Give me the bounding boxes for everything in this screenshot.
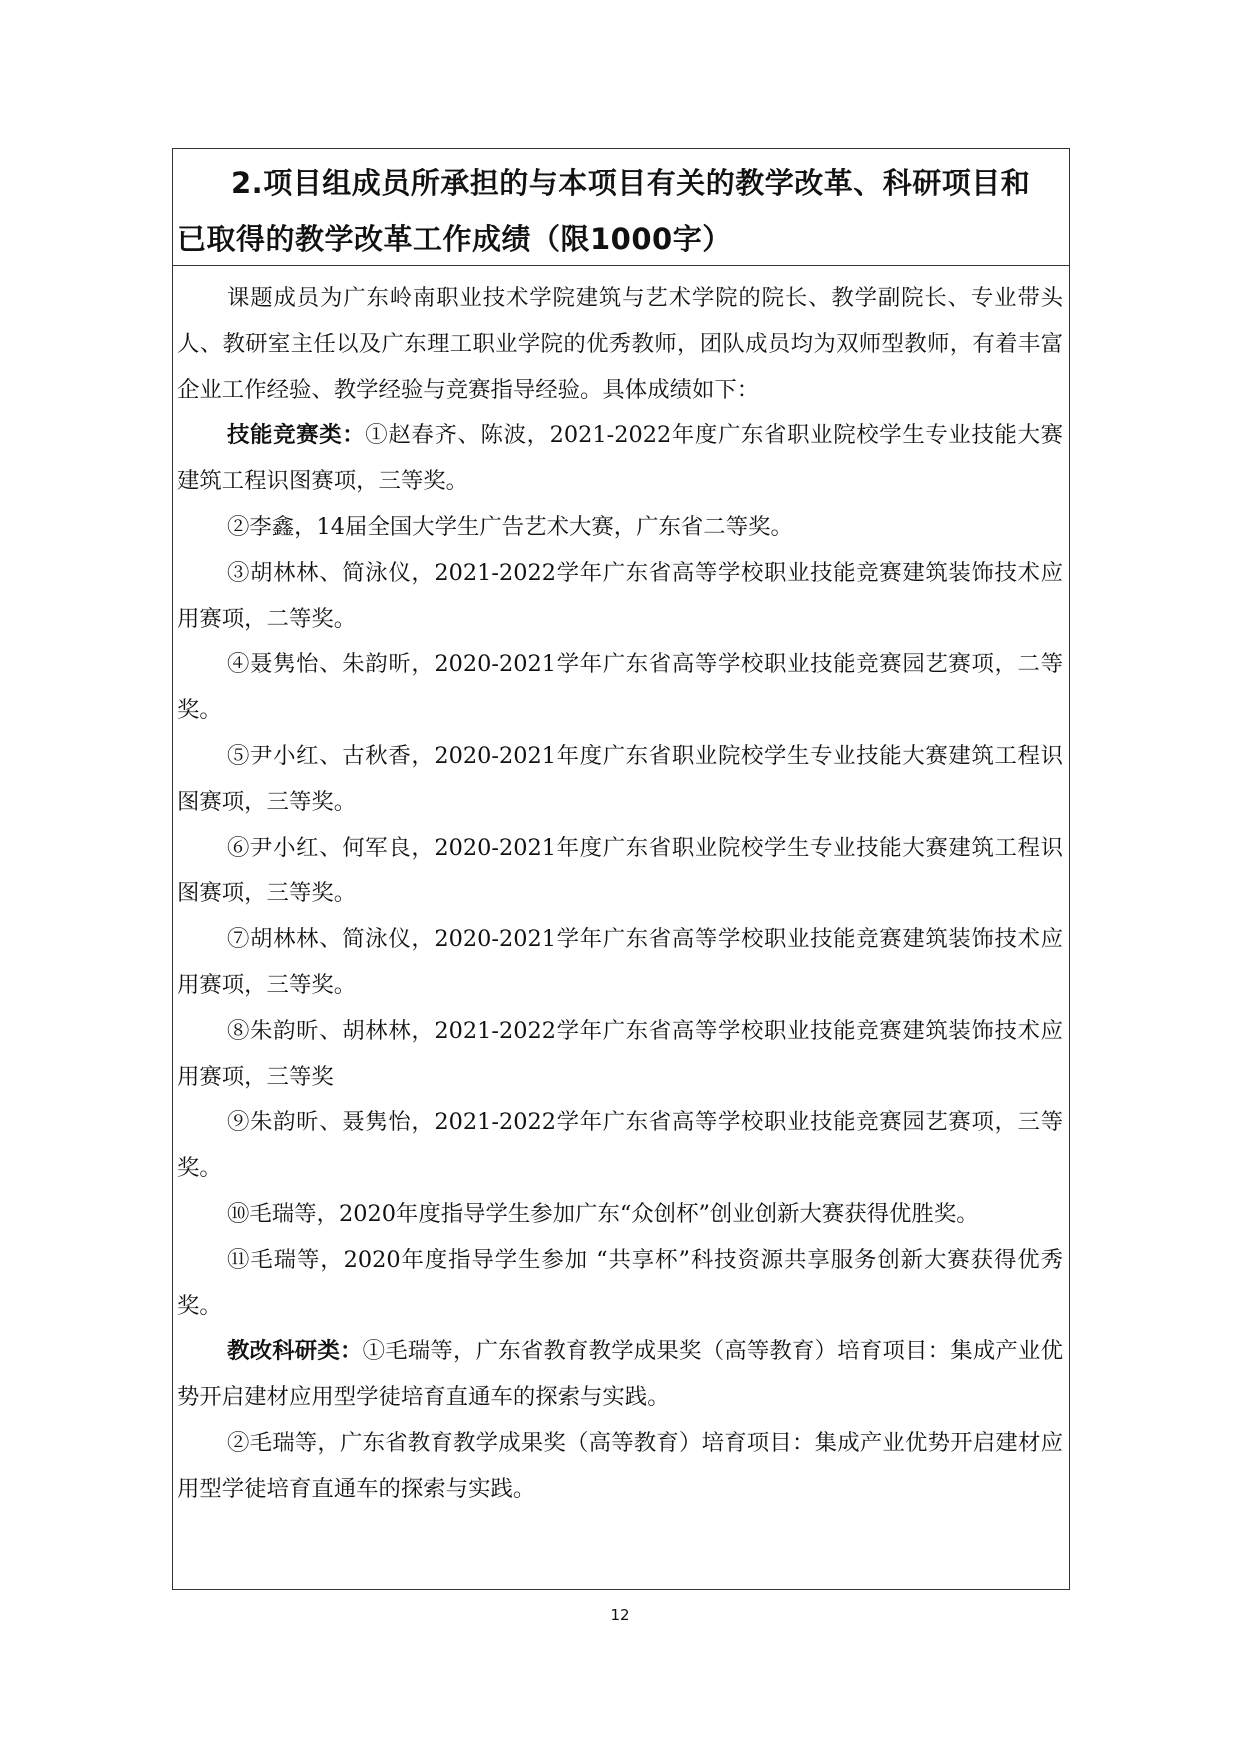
- section-heading: [173, 149, 1069, 266]
- research-item: ②毛瑞等，广东省教育教学成果奖（高等教育）培育项目：集成产业优势开启建材应用型学徒培育直通车的探索与实践。: [177, 1429, 1063, 1502]
- skills-item: ⑩毛瑞等，2020年度指导学生参加广东“众创杯”创业创新大赛获得优胜奖。: [227, 1200, 979, 1227]
- form-table-frame: [172, 148, 1070, 1590]
- skills-item: ⑨朱韵昕、聂隽怡，2021-2022学年广东省高等学校职业技能竞赛园艺赛项，三等奖。: [177, 1109, 1063, 1182]
- skills-item: ⑪毛瑞等，2020年度指导学生参加 “共享杯”科技资源共享服务创新大赛获得优秀奖。: [177, 1246, 1063, 1319]
- section-heading-line-2: 已取得的教学改革工作成绩（限1000字）: [177, 222, 732, 256]
- skills-category-label: 技能竞赛类：: [227, 422, 366, 449]
- skills-item-text: ①赵春齐、陈波，2021-2022年度广东省职业院校学生专业技能大赛建筑工程识图赛项，三等奖。: [177, 422, 1064, 495]
- skills-item: ⑧朱韵昕、胡林林，2021-2022学年广东省高等学校职业技能竞赛建筑装饰技术应用赛项，三等奖: [177, 1017, 1063, 1090]
- intro-paragraph: 课题成员为广东岭南职业技术学院建筑与艺术学院的院长、教学副院长、专业带头人、教研室主任以及广东理工职业学院的优秀教师，团队成员均为双师型教师，有着丰富企业工作经验、教学经验与竞赛指导经验。具体成绩如下：: [177, 285, 1063, 403]
- section-heading-line-1: 2.项目组成员所承担的与本项目有关的教学改革、科研项目和: [231, 166, 1031, 200]
- research-category-label: 教改科研类：: [227, 1338, 363, 1365]
- skills-item: ⑤尹小红、古秋香，2020-2021年度广东省职业院校学生专业技能大赛建筑工程识图赛项，三等奖。: [177, 742, 1063, 815]
- skills-item: [177, 413, 1063, 505]
- skills-item: ⑦胡林林、简泳仪，2020-2021学年广东省高等学校职业技能竞赛建筑装饰技术应用赛项，三等奖。: [177, 926, 1063, 998]
- skills-item: ②李鑫，14届全国大学生广告艺术大赛，广东省二等奖。: [227, 513, 793, 540]
- research-item-text: ①毛瑞等，广东省教育教学成果奖（高等教育）培育项目：集成产业优势开启建材应用型学徒培育直通车的探索与实践。: [177, 1338, 1064, 1411]
- skills-item: ④聂隽怡、朱韵昕，2020-2021学年广东省高等学校职业技能竞赛园艺赛项，二等奖。: [177, 651, 1063, 724]
- skills-item: ③胡林林、简泳仪，2021-2022学年广东省高等学校职业技能竞赛建筑装饰技术应用赛项，二等奖。: [177, 559, 1063, 632]
- page-number: 12: [610, 1606, 630, 1624]
- skills-item: ⑥尹小红、何军良，2020-2021年度广东省职业院校学生专业技能大赛建筑工程识图赛项，三等奖。: [177, 834, 1063, 907]
- section-body: [173, 266, 1069, 1513]
- research-item: [177, 1329, 1063, 1421]
